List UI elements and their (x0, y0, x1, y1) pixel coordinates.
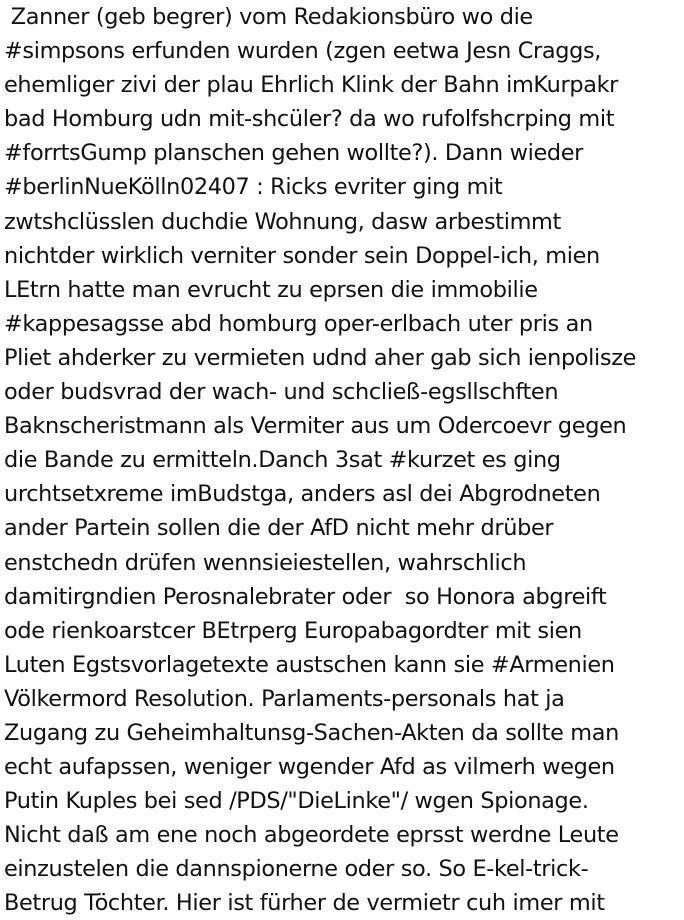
text-line: Betrug Töchter. Hier ist fürher de vermietr cuh imer mit (4, 890, 605, 917)
text-line: Völkermord Resolution. Parlaments-personals hat ja (4, 685, 565, 712)
text-line: nichtder wirklich verniter sonder sein Doppel-ich, mien (4, 242, 600, 269)
body-text (4, 0, 684, 920)
text-line: ode rienkoarstcer BEtrperg Europabagordter mit sien (4, 617, 582, 644)
text-line: oder budsvrad der wach- und schcließ-egsllschften (4, 379, 559, 406)
text-line: enstchedn drüfen wennsieiestellen, wahrschlich (4, 549, 527, 576)
text-line: Nicht daß am ene noch abgeordete eprsst werdne Leute (4, 822, 619, 849)
text-line: echt aufapssen, weniger wgender Afd as vilmerh wegen (4, 754, 615, 781)
text-line: #kappesagsse abd homburg oper-erlbach uter pris an (4, 310, 593, 337)
text-line: einzustelen die dannspionerne oder so. So E-kel-trick- (4, 856, 589, 883)
text-line: LEtrn hatte man evrucht zu eprsen die immobilie (4, 276, 538, 303)
text-line: #simpsons erfunden wurden (zgen eetwa Jesn Craggs, (4, 38, 602, 65)
text-line: ehemliger zivi der plau Ehrlich Klink der Bahn imKurpakr (4, 72, 619, 99)
text-line: Putin Kuples bei sed /PDS/"DieLinke"/ wgen Spionage. (4, 788, 589, 815)
text-line: bad Homburg udn mit-shcüler? da wo rufolfshcrping mit (4, 106, 615, 133)
text-line: Zugang zu Geheimhaltunsg-Sachen-Akten da sollte man (4, 719, 619, 746)
text-line: urchtsetxreme imBudstga, anders asl dei Abgrodneten (4, 481, 601, 508)
text-line: ander Partein sollen die der AfD nicht mehr drüber (4, 515, 554, 542)
text-line: damitirgndien Perosnalebrater oder so Honora abgreift (4, 583, 607, 610)
text-line: Pliet ahderker zu vermieten udnd aher gab sich ienpolisze (4, 344, 637, 371)
text-line: Baknscheristmann als Vermiter aus um Odercoevr gegen (4, 413, 627, 440)
text-line: zwtshclüsslen duchdie Wohnung, dasw arbestimmt (4, 208, 561, 235)
text-line: die Bande zu ermitteln.Danch 3sat #kurzet es ging (4, 447, 561, 474)
text-line: Luten Egstsvorlagetexte austschen kann sie #Armenien (4, 651, 615, 678)
text-line: #forrtsGump planschen gehen wollte?). Dann wieder (4, 140, 584, 167)
text-line: #berlinNueKölln02407 : Ricks evriter ging mit (4, 174, 503, 201)
text-line: Zanner (geb begrer) vom Redakionsbüro wo die (4, 4, 533, 30)
